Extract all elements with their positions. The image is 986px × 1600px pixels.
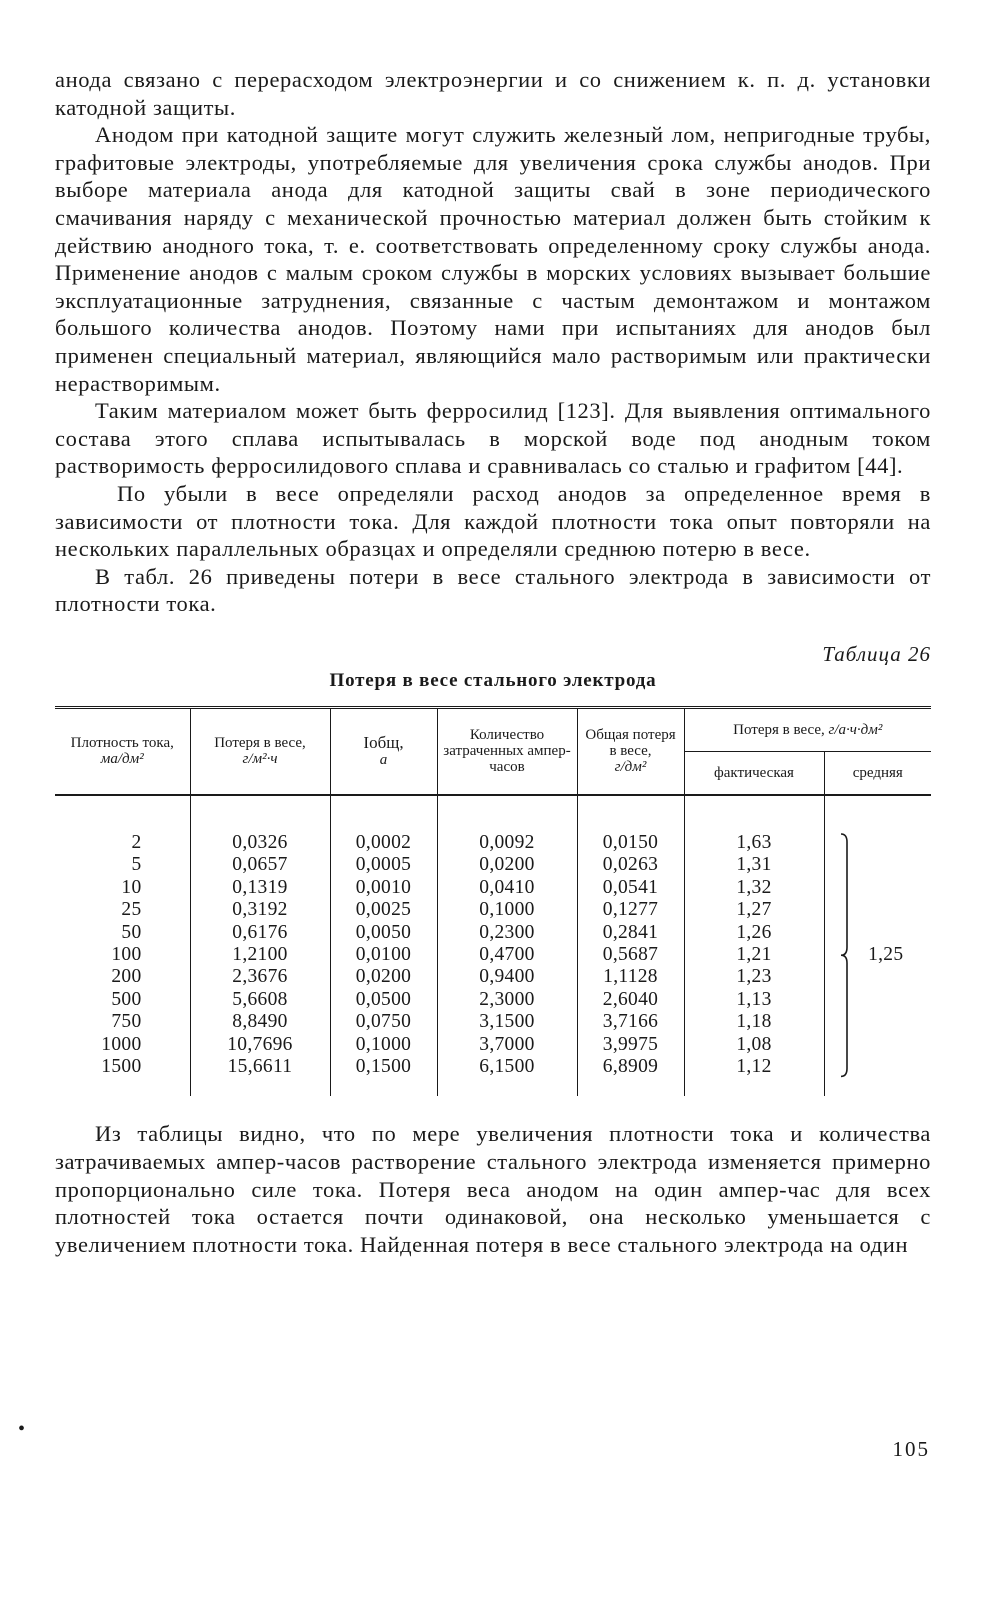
average-value: 1,25 xyxy=(868,943,904,965)
table-body xyxy=(55,795,931,1096)
table-cell: 1,26 xyxy=(684,922,824,944)
paragraph-1: анода связано с перерасходом электроэнергии и со снижением к. п. д. установки катодной защиты. xyxy=(55,67,931,120)
table-cell: 500 xyxy=(111,988,142,1010)
table-cell: 0,0410 xyxy=(437,877,577,899)
table-cell: 0,1000 xyxy=(437,899,577,921)
table-cell: 1,63 xyxy=(684,832,824,854)
table-cell: 0,2300 xyxy=(437,922,577,944)
table-row xyxy=(55,922,931,944)
table-spacer-row xyxy=(55,795,931,832)
table-cell: 1,13 xyxy=(684,989,824,1011)
table-cell: 0,0750 xyxy=(330,1011,437,1033)
table-row xyxy=(55,966,931,988)
table-cell: 25 xyxy=(121,899,142,921)
table-cell: 3,9975 xyxy=(577,1034,684,1056)
table-cell: 1,32 xyxy=(684,877,824,899)
table-cell: 1,2100 xyxy=(190,944,330,966)
table-cell: 3,7000 xyxy=(437,1034,577,1056)
table-row xyxy=(55,1011,931,1033)
table-header-row xyxy=(55,707,931,751)
table-cell: 2,3000 xyxy=(437,989,577,1011)
table-cell: 0,0100 xyxy=(330,944,437,966)
table-cell: 10 xyxy=(121,876,142,898)
table-row xyxy=(55,832,931,854)
table-cell: 0,4700 xyxy=(437,944,577,966)
header-loss: Потеря в весе, г/м²·ч xyxy=(190,707,330,795)
table-cell: 3,1500 xyxy=(437,1011,577,1033)
table-cell: 6,8909 xyxy=(577,1056,684,1078)
table-cell: 1,1128 xyxy=(577,966,684,988)
table-cell: 0,0500 xyxy=(330,989,437,1011)
table-row xyxy=(55,1034,931,1056)
header-actual: фактическая xyxy=(684,751,824,795)
page-body xyxy=(55,66,931,1258)
table-row xyxy=(55,877,931,899)
table-cell: 0,0263 xyxy=(577,854,684,876)
table-cell: 15,6611 xyxy=(190,1056,330,1078)
table-cell: 1,31 xyxy=(684,854,824,876)
table-row xyxy=(55,899,931,921)
table-cell: 0,0010 xyxy=(330,877,437,899)
table-cell: 0,0541 xyxy=(577,877,684,899)
table-cell: 1,18 xyxy=(684,1011,824,1033)
paragraph-4: По убыли в весе определяли расход анодов за определенное время в зависимости от плотности тока. Для каждой плотности тока опыт повторяли на нескольких параллельных образцах и определяли среднюю потерю в весе. xyxy=(55,480,931,562)
header-amphours: Количество затраченных ампер-часов xyxy=(437,707,577,795)
margin-dot: • xyxy=(18,1418,26,1440)
table-cell: 100 xyxy=(111,943,142,965)
table-cell: 8,8490 xyxy=(190,1011,330,1033)
table-spacer-row xyxy=(55,1078,931,1096)
table-cell: 1,12 xyxy=(684,1056,824,1078)
header-average: средняя xyxy=(824,751,931,795)
table-cell: 750 xyxy=(111,1011,142,1033)
table-row xyxy=(55,989,931,1011)
table-cell: 2,3676 xyxy=(190,966,330,988)
table-cell: 2,6040 xyxy=(577,989,684,1011)
table-cell: 1,21 xyxy=(684,944,824,966)
table-cell: 0,9400 xyxy=(437,966,577,988)
table-cell: 1500 xyxy=(101,1055,142,1077)
paragraph-5: В табл. 26 приведены потери в весе стального электрода в зависимости от плотности тока. xyxy=(55,563,931,617)
header-total-loss: Общая потеря в весе, г/дм² xyxy=(577,707,684,795)
brace-icon xyxy=(839,832,851,1078)
table-cell: 0,1500 xyxy=(330,1056,437,1078)
table-cell: 0,0326 xyxy=(190,832,330,854)
table-cell: 0,2841 xyxy=(577,922,684,944)
table-cell: 0,0657 xyxy=(190,854,330,876)
table-cell: 0,5687 xyxy=(577,944,684,966)
table-row xyxy=(55,1056,931,1078)
paragraph-2: Анодом при катодной защите могут служить железный лом, непригодные трубы, графитовые электроды, употребляемые для увеличения срока службы анодов. При выборе материала анода для катодной защиты свай в зоне периодического смачивания наряду с механической прочностью материал должен быть стойким к действию анодного тока, т. е. соответствовать определенному сроку службы анода. Применение анодов с малым сроком службы в морских условиях вызывает большие эксплуатационные затруднения, связанные с частым демонтажом и монтажом большого количества анодов. Поэтому нами при испытаниях для анодов был применен специальный материал, являющийся мало растворимым или практически нерастворимым. xyxy=(55,122,931,396)
table-cell: 0,1000 xyxy=(330,1034,437,1056)
table-cell: 0,0150 xyxy=(577,832,684,854)
table-cell: 10,7696 xyxy=(190,1034,330,1056)
table-cell: 0,3192 xyxy=(190,899,330,921)
data-table xyxy=(55,706,931,1096)
header-loss-per: Потеря в весе, г/а·ч·дм² xyxy=(684,707,931,751)
table-cell: 0,0002 xyxy=(330,832,437,854)
table-cell: 0,0050 xyxy=(330,922,437,944)
paragraph-3: Таким материалом может быть ферросилид [123]. Для выявления оптимального состава этого сплава испытывалась в морской воде под анодным током растворимость ферросилидового сплава и сравнивалась со сталью и графитом [44]. xyxy=(55,398,931,479)
table-caption: Потеря в весе стального электрода xyxy=(329,669,657,691)
paragraph-6: Из таблицы видно, что по мере увеличения плотности тока и количества затрачиваемых ампер-часов растворение стального электрода изменяется примерно пропорционально силе тока. Потеря веса анодом на один ампер-час для всех плотностей тока остается почти одинаковой, она несколько уменьшается с увеличением плотности тока. Найденная потеря в весе стального электрода на один xyxy=(55,1121,931,1257)
table-cell: 0,0200 xyxy=(330,966,437,988)
table-cell: 200 xyxy=(111,966,142,988)
table-cell: 0,0025 xyxy=(330,899,437,921)
page-number: 105 xyxy=(892,1437,930,1461)
table-cell: 3,7166 xyxy=(577,1011,684,1033)
table-number: Таблица 26 xyxy=(822,641,931,666)
header-density: Плотность тока, ма/дм² xyxy=(55,707,190,795)
table-cell: 50 xyxy=(121,921,142,943)
table-cell: 0,1277 xyxy=(577,899,684,921)
average-cell xyxy=(824,832,931,1078)
table-row xyxy=(55,854,931,876)
table-cell: 0,1319 xyxy=(190,877,330,899)
table-cell: 2 xyxy=(131,831,142,853)
table-cell: 0,6176 xyxy=(190,922,330,944)
table-cell: 1,23 xyxy=(684,966,824,988)
table-cell: 0,0092 xyxy=(437,832,577,854)
table-cell: 5,6608 xyxy=(190,989,330,1011)
table-row xyxy=(55,944,931,966)
table-cell: 5 xyxy=(131,854,142,876)
table-cell: 0,0005 xyxy=(330,854,437,876)
table-cell: 1,27 xyxy=(684,899,824,921)
header-current: Iобщ, а xyxy=(330,707,437,795)
table-cell: 0,0200 xyxy=(437,854,577,876)
table-cell: 1,08 xyxy=(684,1034,824,1056)
table-cell: 1000 xyxy=(101,1033,142,1055)
table-cell: 6,1500 xyxy=(437,1056,577,1078)
